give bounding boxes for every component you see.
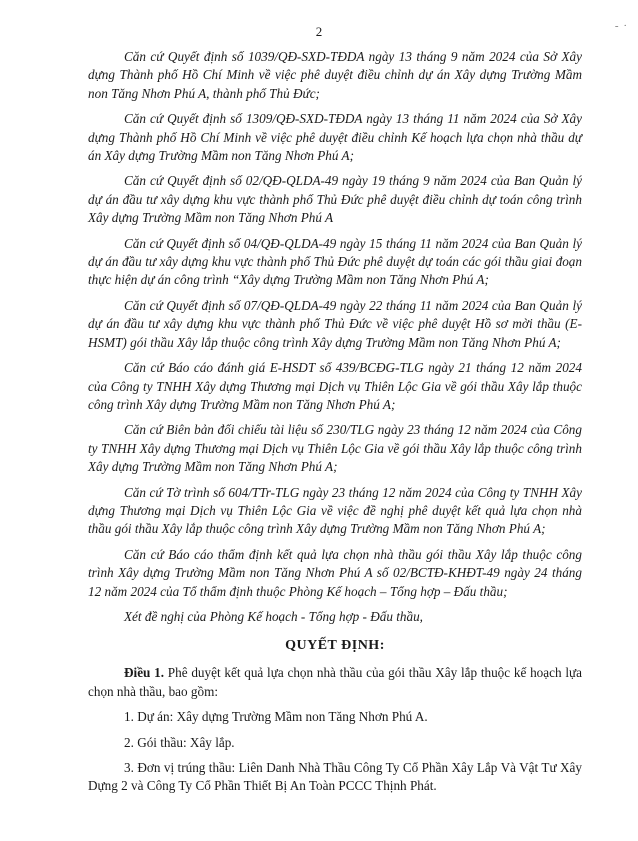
proposal-paragraph: Xét đề nghị của Phòng Kế hoạch - Tổng hợp - Đấu thầu, xyxy=(124,608,423,624)
legal-basis-paragraph: Căn cứ Quyết định số 07/QĐ-QLDA-49 ngày 22 tháng 11 năm 2024 của Ban Quản lý dự án đầu tư xây dựng khu vực thành phố Thủ Đức về việc phê duyệt Hồ sơ mời thầu (E-HSMT) gói thầu Xây lắp thuộc công trình Xây dựng Trường Mầm non Tăng Nhơn Phú A; xyxy=(88,297,582,350)
article-1-label: Điều 1. xyxy=(124,665,165,681)
decision-title: QUYẾT ĐỊNH: xyxy=(285,638,385,654)
legal-basis-paragraph: Căn cứ Báo cáo thẩm định kết quả lựa chọn nhà thầu gói thầu Xây lắp thuộc công trình Xây dựng Trường Mầm non Tăng Nhơn Phú A số 02/BCTĐ-KHĐT-49 ngày 24 tháng 12 năm 2024 của Tổ thẩm định thuộc Phòng Kế hoạch – Tổng hợp – Đấu thầu; xyxy=(88,546,582,599)
legal-basis-paragraph: Căn cứ Quyết định số 04/QĐ-QLDA-49 ngày 15 tháng 11 năm 2024 của Ban Quản lý dự án đầu tư xây dựng khu vực thành phố Thủ Đức phê duyệt dự toán các gói thầu giai đoạn thực hiện dự án công trình “Xây dựng Trường Mầm non Tăng Nhơn Phú A; xyxy=(88,235,582,288)
corner-mark: - · xyxy=(614,20,628,32)
article-1-intro: Phê duyệt kết quả lựa chọn nhà thầu của gói thầu Xây lắp thuộc kế hoạch lựa chọn nhà thầu, bao gồm: xyxy=(88,665,582,699)
legal-basis-paragraph: Căn cứ Quyết định số 02/QĐ-QLDA-49 ngày 19 tháng 9 năm 2024 của Ban Quản lý dự án đầu tư xây dựng khu vực thành phố Thủ Đức phê duyệt điều chỉnh dự toán công trình Xây dựng Trường Mầm non Tăng Nhơn Phú A xyxy=(88,173,582,226)
article-1-item: 3. Đơn vị trúng thầu: Liên Danh Nhà Thầu Công Ty Cổ Phần Xây Lắp Và Vật Tư Xây Dựng 2 và Công Ty Cổ Phần Thiết Bị An Toàn PCCC Thịnh Phát. xyxy=(88,760,582,794)
article-1-item: 1. Dự án: Xây dựng Trường Mầm non Tăng Nhơn Phú A. xyxy=(124,709,428,725)
legal-basis-paragraph: Căn cứ Biên bản đối chiếu tài liệu số 230/TLG ngày 23 tháng 12 năm 2024 của Công ty TNHH Xây dựng Thương mại Dịch vụ Thiên Lộc Gia về gói thầu Xây lắp thuộc công trình Xây dựng Trường Mầm non Tăng Nhơn Phú A; xyxy=(88,422,582,475)
legal-basis-paragraph: Căn cứ Quyết định số 1309/QĐ-SXD-TĐDA ngày 13 tháng 11 năm 2024 của Sở Xây dựng Thành phố Hồ Chí Minh về việc phê duyệt điều chỉnh Kế hoạch lựa chọn nhà thầu dự án Xây dựng Trường Mầm non Tăng Nhơn Phú A; xyxy=(88,111,582,164)
document-body xyxy=(88,48,582,803)
article-1-paragraph xyxy=(88,664,582,701)
legal-basis-paragraph: Căn cứ Báo cáo đánh giá E-HSDT số 439/BCĐG-TLG ngày 21 tháng 12 năm 2024 của Công ty TNHH Xây dựng Thương mại Dịch vụ Thiên Lộc Gia về gói thầu Xây lắp thuộc công trình Xây dựng Trường Mầm non Tăng Nhơn Phú A; xyxy=(88,360,582,412)
article-1-item: 2. Gói thầu: Xây lắp. xyxy=(124,734,235,750)
page-number: 2 xyxy=(315,24,323,39)
legal-basis-paragraph: Căn cứ Tờ trình số 604/TTr-TLG ngày 23 tháng 12 năm 2024 của Công ty TNHH Xây dựng Thương mại Dịch vụ Thiên Lộc Gia về việc đề nghị phê duyệt kết quả lựa chọn nhà thầu gói thầu Xây lắp thuộc công trình Xây dựng Trường Mầm non Tăng Nhơn Phú A; xyxy=(88,484,582,537)
legal-basis-paragraph: Căn cứ Quyết định số 1039/QĐ-SXD-TĐDA ngày 13 tháng 9 năm 2024 của Sở Xây dựng Thành phố Hồ Chí Minh về việc phê duyệt điều chỉnh dự án Xây dựng Trường Mầm non Tăng Nhơn Phú A, thành phố Thủ Đức; xyxy=(88,49,582,101)
